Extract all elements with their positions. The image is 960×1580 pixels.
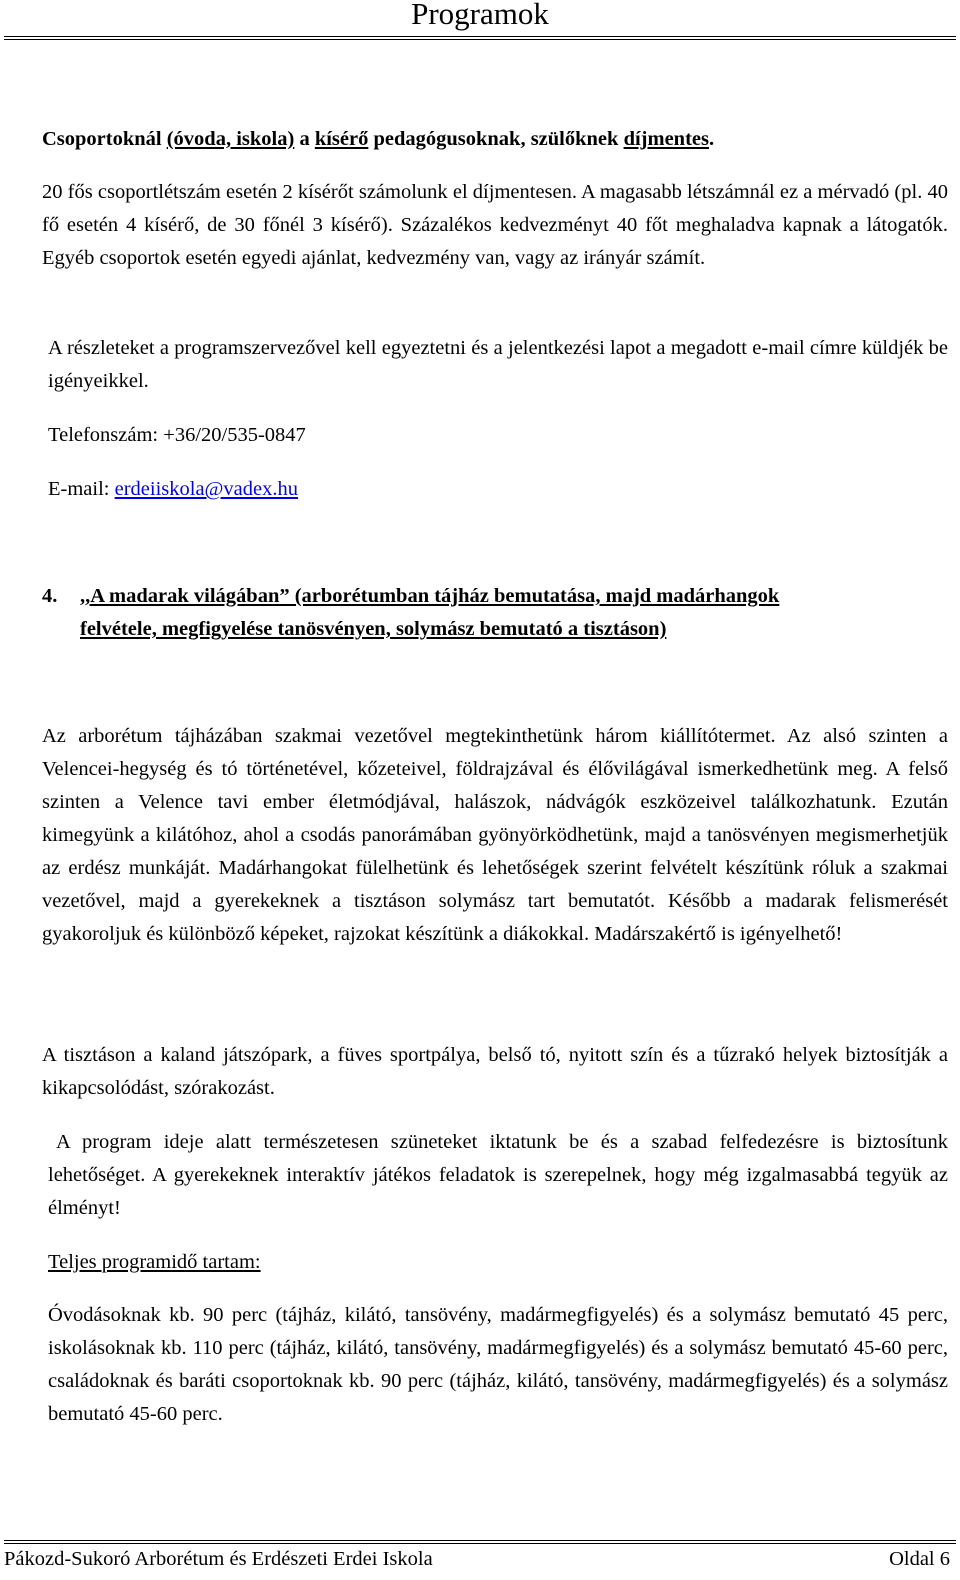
duration-heading: Teljes programidő tartam: [48,1251,261,1273]
intro-free-companions [42,123,922,156]
email-label: E-mail: [48,478,115,500]
intro-text: . [708,128,715,150]
intro-text: a [294,128,315,150]
details-paragraph: A részleteket a programszervezővel kell egyeztetni és a jelentkezési lapot a megadott e-mail címre küldjék be igényeikkel. [48,337,948,392]
duration-paragraph: Óvodásoknak kb. 90 perc (tájház, kilátó, tansövény, madármegfigyelés) és a solymász bemutató 45 perc, iskolásoknak kb. 110 perc (tájház, kilátó, tansövény, madármegfigyelés) és a solymász bemutató 45-60 perc, családoknak és baráti csoportoknak kb. 90 perc (tájház, kilátó, tansövény, madármegfigyelés) és a solymász bemutató 45-60 perc. [48,1304,948,1425]
footer-page-number: Oldal 6 [889,1548,950,1570]
group-size-paragraph: 20 fős csoportlétszám esetén 2 kísérőt számolunk el díjmentesen. A magasabb létszámnál ez a mérvadó (pl. 40 fő esetén 4 kísérő, de 30 főnél 3 kísérő). Százalékos kedvezményt 40 főt meghaladva kapnak a látogatók. Egyéb csoportok esetén egyedi ajánlat, kedvezmény van, vagy az irányár számít. [42,181,948,269]
email-link[interactable]: erdeiiskola@vadex.hu [114,478,298,500]
footer-institution: Pákozd-Sukoró Arborétum és Erdészeti Erdei Iskola [4,1548,433,1570]
clearing-paragraph: A tisztáson a kaland játszópark, a füves sportpálya, belső tó, nyitott szín és a tűzrakó helyek biztosítják a kikapcsolódást, szórakozást. [42,1044,948,1099]
phone-number: Telefonszám: +36/20/535-0847 [48,424,306,446]
program-breaks-paragraph: A program ideje alatt természetesen szüneteket iktatunk be és a szabad felfedezésre is biztosítunk lehetőséget. A gyerekeknek interaktív játékos feladatok is szerepelnek, hogy még izgalmasabbá tegyük az élményt! [48,1131,948,1219]
arboretum-paragraph: Az arborétum tájházában szakmai vezetővel megtekinthetünk három kiállítótermet. Az alsó szinten a Velencei-hegység és tó történetével, kőzeteivel, földrajzával és élővilágával ismerkedhetünk meg. A felső szinten a Velence tavi ember életmódjával, halászok, nádvágók eszközeivel találkozhatunk. Ezután kimegyünk a kilátóhoz, ahol a csodás panorámában gyönyörködhetünk, majd a tanösvényen megismerhetjük az erdész munkáját. Madárhangokat fülelhetünk és lehetőségek szerint felvételt készítünk róluk a szakmai vezetővel, majd a gyerekeknek a tisztáson solymász tart bemutatót. Később a madarak felismerését gyakoroljuk és különböző képeket, rajzokat készítünk a diákokkal. Madárszakértő is igényelhető! [42,725,948,945]
section-heading-line2: felvétele, megfigyelése tanösvényen, solymász bemutató a tisztáson) [80,618,667,640]
intro-text-underlined: kísérő [314,128,369,150]
header-divider [4,36,956,43]
section-number: 4. [42,585,58,607]
email-line [48,473,648,506]
intro-text: pedagógusoknak, szülőknek [368,128,624,150]
section-heading-line1: ,,A madarak világában” (arborétumban tájház bemutatása, majd madárhangok [80,585,780,607]
intro-text-underlined: (óvoda, iskola) [166,128,295,150]
intro-text-underlined: díjmentes [623,128,709,150]
page-header-title: Programok [411,0,549,31]
intro-text: Csoportoknál [42,128,167,150]
